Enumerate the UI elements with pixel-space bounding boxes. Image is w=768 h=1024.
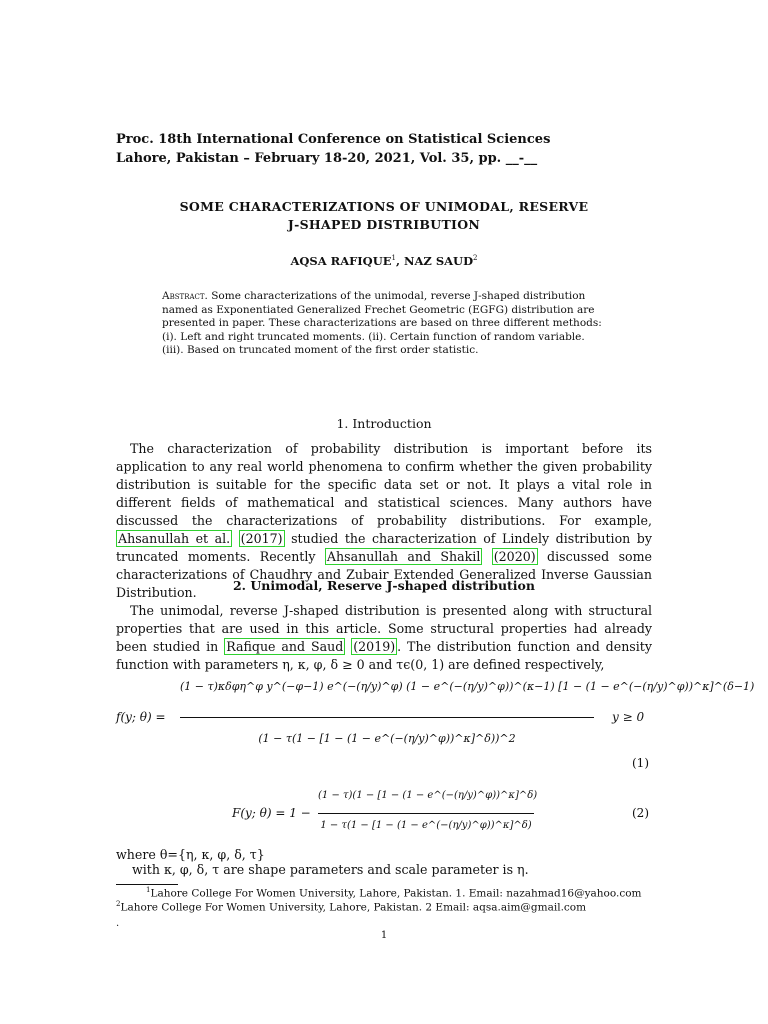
eq1-condition: y ≥ 0 <box>612 710 645 724</box>
author-1-mark: 1 <box>391 254 396 263</box>
eq2-number: (2) <box>632 806 649 820</box>
proceedings-header <box>116 130 676 168</box>
section-2-text-2: . The distribution function and density function with parameters η, κ, φ, δ ≥ 0 and τϵ(0, 1) are defined respectively, <box>116 639 652 672</box>
intro-text-3: discussed some characterizations of Chaudhry and Zubair Extended Generalized Inverse Gaussian Distribution. <box>116 549 653 600</box>
footnote-1-text: Lahore College For Women University, Lahore, Pakistan. 1. Email: nazahmad16@yahoo.com <box>150 887 642 900</box>
paper-title <box>110 198 658 234</box>
author-2-mark: 2 <box>473 254 478 263</box>
footnote-1 <box>146 886 642 900</box>
stray-dot: . <box>116 918 120 929</box>
abstract-item-2: (iii). Based on truncated moment of the first order statistic. <box>162 344 479 356</box>
eq2-denominator: 1 − τ(1 − [1 − (1 − e^(−(η/y)^φ))^κ]^δ) <box>320 820 532 831</box>
citation-rafique-saud-authors[interactable]: Rafique and Saud <box>226 639 344 654</box>
eq2-lhs: F(y; θ) = 1 − <box>232 806 311 820</box>
with-line: with κ, φ, δ, τ are shape parameters and scale parameter is η. <box>132 862 529 877</box>
page-number: 1 <box>380 930 388 941</box>
footnote-1-mark: 1 <box>146 886 151 894</box>
section-2-text-1: The unimodal, reverse J-shaped distribution is presented along with structural properties that are used in this article. Some structural properties had already been studied in <box>116 603 652 654</box>
footnote-2-text: Lahore College For Women University, Lahore, Pakistan. 2 Email: aqsa.aim@gmail.com <box>120 901 587 914</box>
abstract-item-1: (i). Left and right truncated moments. (ii). Certain function of random variable. <box>162 330 585 343</box>
citation-ahsanullah-2017-authors[interactable]: Ahsanullah et al. <box>118 531 231 546</box>
eq1-fraction-bar <box>180 717 594 718</box>
citation-ahsanullah-shakil-year[interactable]: (2020) <box>493 549 536 564</box>
eq2-fraction-bar <box>318 813 534 814</box>
proceedings-line-2: Lahore, Pakistan – February 18-20, 2021, Vol. 35, pp. __-__ <box>116 151 538 166</box>
eq1-number: (1) <box>632 756 649 770</box>
footnote-2-mark: 2 <box>116 900 121 908</box>
intro-text-2: studied the characterization of Lindely distribution by truncated moments. Recently <box>116 531 652 564</box>
citation-ahsanullah-2017-year[interactable]: (2017) <box>240 531 283 546</box>
author-1: AQSA RAFIQUE <box>290 254 392 268</box>
eq1-denominator: (1 − τ(1 − [1 − (1 − e^(−(η/y)^φ))^κ]^δ))^2 <box>258 732 516 745</box>
section-2-paragraph <box>116 602 652 674</box>
title-line-1: SOME CHARACTERIZATIONS OF UNIMODAL, RESERVE <box>179 199 589 214</box>
where-line: where θ={η, κ, φ, δ, τ} <box>116 847 265 862</box>
author-2: NAZ SAUD <box>403 254 474 268</box>
intro-text-1: The characterization of probability distribution is important before its application to any real world phenomena to confirm whether the given probability distribution is suitable for the specific data set or not. It plays a vital role in different fields of mathematical and statistical sciences. Many authors have discussed the characterizations of probability distributions. For example, <box>116 441 652 528</box>
citation-ahsanullah-shakil-authors[interactable]: Ahsanullah and Shakil <box>326 549 481 564</box>
abstract-label: Abstract. <box>162 290 208 302</box>
eq1-numerator: (1 − τ)κδφη^φ y^(−φ−1) e^(−(η/y)^φ) (1 − e^(−(η/y)^φ))^(κ−1) [1 − (1 − e^(−(η/y)^φ))^κ]^(δ−1) <box>180 680 755 693</box>
section-heading-introduction <box>110 416 658 431</box>
section-2-title: 2. Unimodal, Reserve J-shaped distribution <box>232 578 535 593</box>
authors <box>110 254 658 268</box>
title-line-2: J-SHAPED DISTRIBUTION <box>287 217 481 232</box>
eq2-numerator: (1 − τ)(1 − [1 − (1 − e^(−(η/y)^φ))^κ]^δ) <box>318 790 538 801</box>
section-heading-2 <box>110 578 658 593</box>
proceedings-line-1: Proc. 18th International Conference on Statistical Sciences <box>116 132 551 147</box>
abstract-text: Some characterizations of the unimodal, reverse J-shaped distribution named as Exponentiated Generalized Frechet Geometric (EGFG) distribution are presented in paper. These characterizations are based on three different methods: <box>162 290 602 329</box>
abstract <box>162 290 612 358</box>
eq1-lhs: f(y; θ) = <box>116 710 166 724</box>
footnote-2 <box>116 900 586 914</box>
author-separator: , <box>395 254 404 268</box>
citation-rafique-saud-year[interactable]: (2019) <box>353 639 396 654</box>
footnote-rule <box>116 884 178 885</box>
section-1-title: 1. Introduction <box>336 416 432 431</box>
